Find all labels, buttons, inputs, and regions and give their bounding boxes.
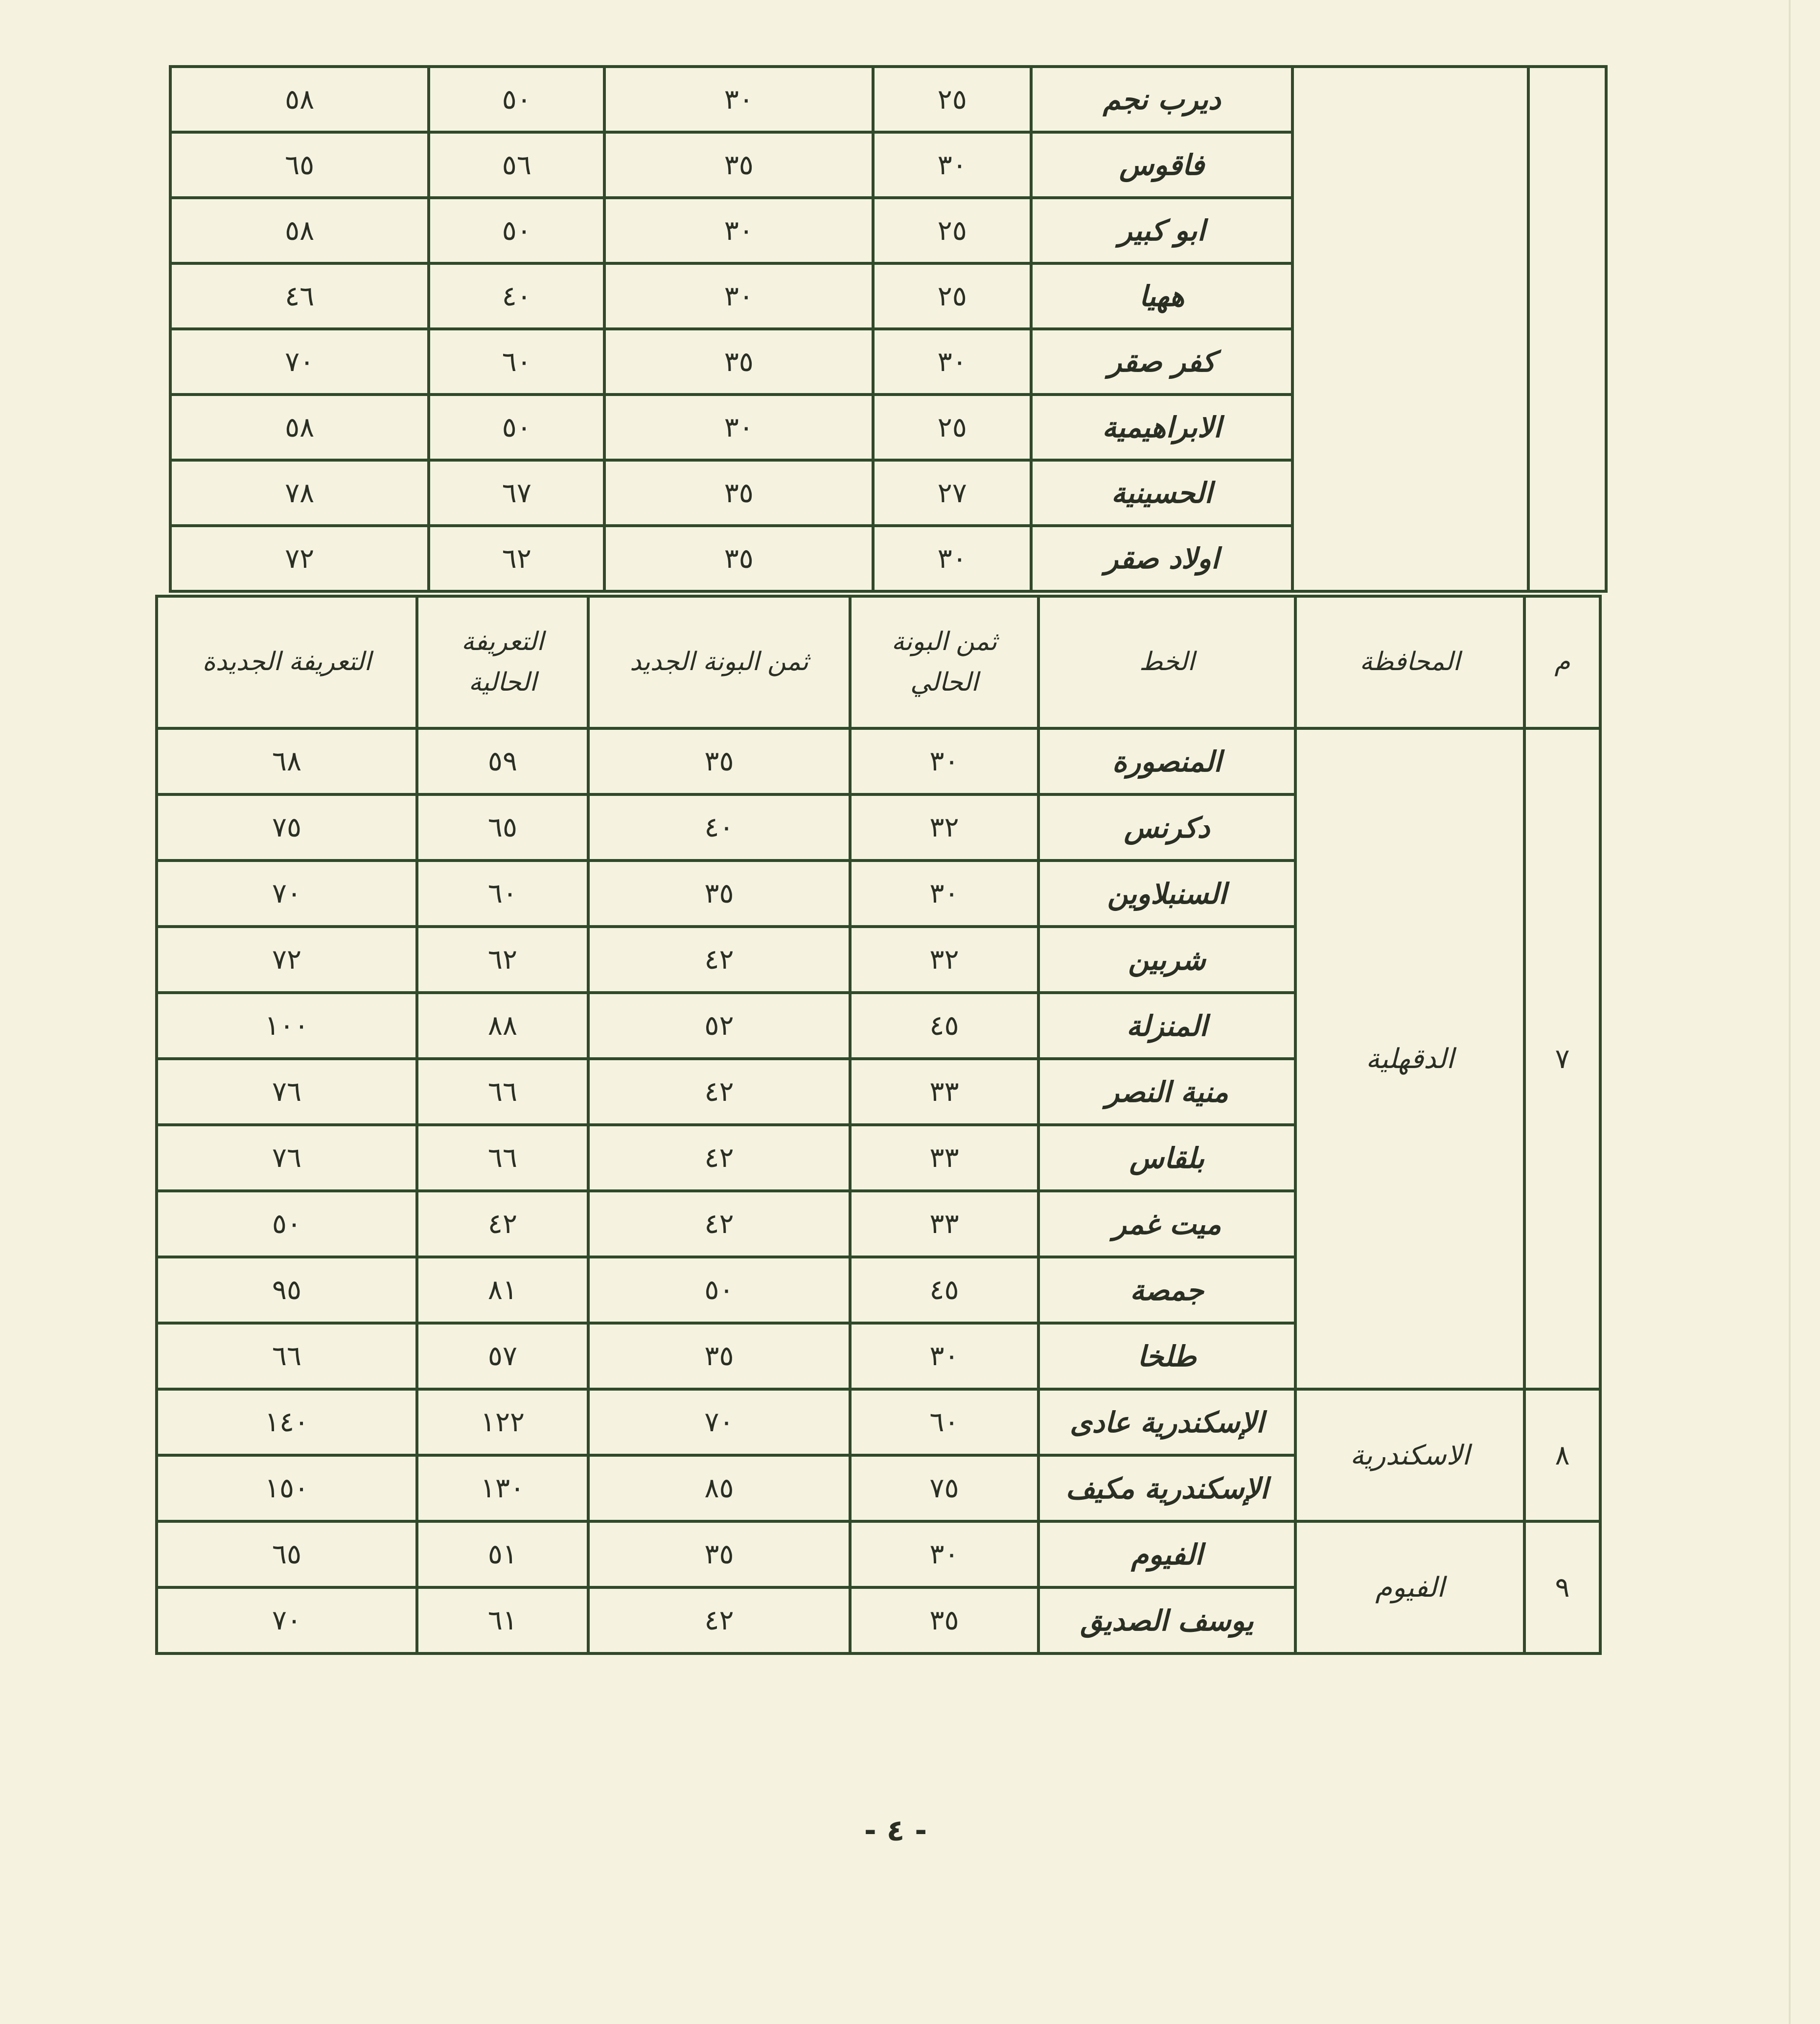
- line-name-cell: السنبلاوين: [1038, 861, 1295, 927]
- current-price-cell: ٣٣: [850, 1059, 1038, 1125]
- current-fare-cell: ٥٩: [417, 728, 588, 794]
- current-fare-cell: ٥٠: [429, 395, 604, 460]
- table-row: [157, 1521, 1600, 1587]
- line-name-cell: ميت غمر: [1038, 1191, 1295, 1257]
- current-fare-cell: ٦٥: [417, 794, 588, 861]
- new-price-cell: ٧٠: [588, 1389, 850, 1455]
- current-price-cell: ٣٠: [850, 728, 1038, 794]
- new-fare-cell: ٧٦: [157, 1059, 417, 1125]
- governorate-cell-continued: [1292, 67, 1528, 591]
- new-fare-cell: ٦٦: [157, 1323, 417, 1389]
- new-fare-cell: ٦٥: [170, 132, 429, 198]
- header-line: الخط: [1038, 596, 1295, 728]
- new-fare-cell: ٧٨: [170, 460, 429, 526]
- new-price-cell: ٣٥: [588, 861, 850, 927]
- table-row: [170, 67, 1606, 132]
- fare-table-continued: [169, 65, 1608, 593]
- new-price-cell: ٨٥: [588, 1455, 850, 1521]
- line-name-cell: يوسف الصديق: [1038, 1587, 1295, 1653]
- current-fare-cell: ٦١: [417, 1587, 588, 1653]
- current-fare-cell: ٤٠: [429, 263, 604, 329]
- new-price-cell: ٣٥: [604, 460, 873, 526]
- governorate-cell: الاسكندرية: [1295, 1389, 1524, 1521]
- new-fare-cell: ٧٠: [170, 329, 429, 395]
- current-price-cell: ٤٥: [850, 1257, 1038, 1323]
- new-price-cell: ٣٥: [588, 1521, 850, 1587]
- current-fare-cell: ١٣٠: [417, 1455, 588, 1521]
- current-price-cell: ٢٥: [873, 198, 1031, 263]
- line-name-cell: المنصورة: [1038, 728, 1295, 794]
- new-fare-cell: ٧٢: [157, 927, 417, 993]
- new-price-cell: ٣٥: [604, 132, 873, 198]
- new-fare-cell: ٥٨: [170, 395, 429, 460]
- line-name-cell: بلقاس: [1038, 1125, 1295, 1191]
- current-price-cell: ٣٣: [850, 1125, 1038, 1191]
- current-fare-cell: ٥١: [417, 1521, 588, 1587]
- new-price-cell: ٣٠: [604, 263, 873, 329]
- new-price-cell: ٣٥: [604, 526, 873, 591]
- current-fare-cell: ٥٠: [429, 67, 604, 132]
- new-fare-cell: ٥٠: [157, 1191, 417, 1257]
- line-name-cell: فاقوس: [1031, 132, 1292, 198]
- new-fare-cell: ٧٦: [157, 1125, 417, 1191]
- current-fare-cell: ٥٠: [429, 198, 604, 263]
- new-fare-cell: ١٠٠: [157, 993, 417, 1059]
- current-fare-cell: ٦٧: [429, 460, 604, 526]
- current-fare-cell: ٥٦: [429, 132, 604, 198]
- current-fare-cell: ٨٨: [417, 993, 588, 1059]
- current-price-cell: ٣٢: [850, 794, 1038, 861]
- header-num: م: [1524, 596, 1600, 728]
- line-name-cell: كفر صقر: [1031, 329, 1292, 395]
- current-price-cell: ٢٥: [873, 67, 1031, 132]
- header-new-price: ثمن البونة الجديد: [588, 596, 850, 728]
- current-fare-cell: ٦٠: [417, 861, 588, 927]
- current-price-cell: ٤٥: [850, 993, 1038, 1059]
- current-fare-cell: ٨١: [417, 1257, 588, 1323]
- row-number-cell-continued: [1528, 67, 1606, 591]
- line-name-cell: شربين: [1038, 927, 1295, 993]
- new-price-cell: ٤٢: [588, 1191, 850, 1257]
- line-name-cell: الحسينية: [1031, 460, 1292, 526]
- line-name-cell: جمصة: [1038, 1257, 1295, 1323]
- table-header-row: [157, 596, 1600, 728]
- row-number-cell: ٩: [1524, 1521, 1600, 1653]
- new-fare-cell: ١٥٠: [157, 1455, 417, 1521]
- current-price-cell: ٢٥: [873, 395, 1031, 460]
- current-price-cell: ٣٠: [873, 329, 1031, 395]
- current-price-cell: ٦٠: [850, 1389, 1038, 1455]
- new-fare-cell: ٤٦: [170, 263, 429, 329]
- new-fare-cell: ٧٥: [157, 794, 417, 861]
- header-new-fare: التعريفة الجديدة: [157, 596, 417, 728]
- line-name-cell: ديرب نجم: [1031, 67, 1292, 132]
- new-price-cell: ٣٥: [588, 1323, 850, 1389]
- current-price-cell: ٣٢: [850, 927, 1038, 993]
- line-name-cell: الإسكندرية مكيف: [1038, 1455, 1295, 1521]
- current-price-cell: ٢٧: [873, 460, 1031, 526]
- current-price-cell: ٣٠: [873, 132, 1031, 198]
- row-number-cell: ٧: [1524, 728, 1600, 1389]
- current-price-cell: ٣٠: [850, 861, 1038, 927]
- line-name-cell: دكرنس: [1038, 794, 1295, 861]
- current-fare-cell: ٥٧: [417, 1323, 588, 1389]
- current-price-cell: ٣٠: [850, 1323, 1038, 1389]
- new-fare-cell: ٧٢: [170, 526, 429, 591]
- new-price-cell: ٤٢: [588, 927, 850, 993]
- new-price-cell: ٣٥: [588, 728, 850, 794]
- new-fare-cell: ٥٨: [170, 198, 429, 263]
- new-fare-cell: ٦٨: [157, 728, 417, 794]
- current-price-cell: ٣٥: [850, 1587, 1038, 1653]
- new-price-cell: ٥٠: [588, 1257, 850, 1323]
- line-name-cell: الإسكندرية عادى: [1038, 1389, 1295, 1455]
- row-number-cell: ٨: [1524, 1389, 1600, 1521]
- header-current-price-line1: ثمن البونة: [891, 627, 997, 656]
- current-fare-cell: ٦٢: [417, 927, 588, 993]
- fare-table: [155, 595, 1602, 1655]
- line-name-cell: الفيوم: [1038, 1521, 1295, 1587]
- new-fare-cell: ٧٠: [157, 1587, 417, 1653]
- current-fare-cell: ١٢٢: [417, 1389, 588, 1455]
- new-fare-cell: ١٤٠: [157, 1389, 417, 1455]
- current-fare-cell: ٤٢: [417, 1191, 588, 1257]
- line-name-cell: الابراهيمية: [1031, 395, 1292, 460]
- header-current-fare-line2: الحالية: [468, 668, 537, 697]
- table-row: [157, 728, 1600, 794]
- new-price-cell: ٥٢: [588, 993, 850, 1059]
- current-price-cell: ٢٥: [873, 263, 1031, 329]
- current-price-cell: ٣٠: [873, 526, 1031, 591]
- header-current-price: [850, 596, 1038, 728]
- header-current-price-line2: الحالي: [910, 668, 978, 697]
- current-price-cell: ٣٣: [850, 1191, 1038, 1257]
- new-price-cell: ٤٢: [588, 1125, 850, 1191]
- new-fare-cell: ٩٥: [157, 1257, 417, 1323]
- governorate-cell: الفيوم: [1295, 1521, 1524, 1653]
- page-edge-shadow: [1789, 0, 1791, 2024]
- header-current-fare: [417, 596, 588, 728]
- line-name-cell: المنزلة: [1038, 993, 1295, 1059]
- governorate-cell: الدقهلية: [1295, 728, 1524, 1389]
- new-price-cell: ٣٥: [604, 329, 873, 395]
- current-price-cell: ٣٠: [850, 1521, 1038, 1587]
- new-price-cell: ٤٠: [588, 794, 850, 861]
- new-price-cell: ٣٠: [604, 395, 873, 460]
- line-name-cell: طلخا: [1038, 1323, 1295, 1389]
- new-fare-cell: ٦٥: [157, 1521, 417, 1587]
- table-row: [157, 1389, 1600, 1455]
- current-fare-cell: ٦٠: [429, 329, 604, 395]
- new-price-cell: ٤٢: [588, 1587, 850, 1653]
- new-fare-cell: ٧٠: [157, 861, 417, 927]
- new-price-cell: ٣٠: [604, 198, 873, 263]
- header-governorate: المحافظة: [1295, 596, 1524, 728]
- page-number: - ٤ -: [864, 1814, 927, 1848]
- new-price-cell: ٤٢: [588, 1059, 850, 1125]
- line-name-cell: ههيا: [1031, 263, 1292, 329]
- new-fare-cell: ٥٨: [170, 67, 429, 132]
- current-fare-cell: ٦٦: [417, 1125, 588, 1191]
- current-fare-cell: ٦٢: [429, 526, 604, 591]
- line-name-cell: اولاد صقر: [1031, 526, 1292, 591]
- new-price-cell: ٣٠: [604, 67, 873, 132]
- current-price-cell: ٧٥: [850, 1455, 1038, 1521]
- current-fare-cell: ٦٦: [417, 1059, 588, 1125]
- header-current-fare-line1: التعريفة: [461, 627, 544, 656]
- line-name-cell: منية النصر: [1038, 1059, 1295, 1125]
- line-name-cell: ابو كبير: [1031, 198, 1292, 263]
